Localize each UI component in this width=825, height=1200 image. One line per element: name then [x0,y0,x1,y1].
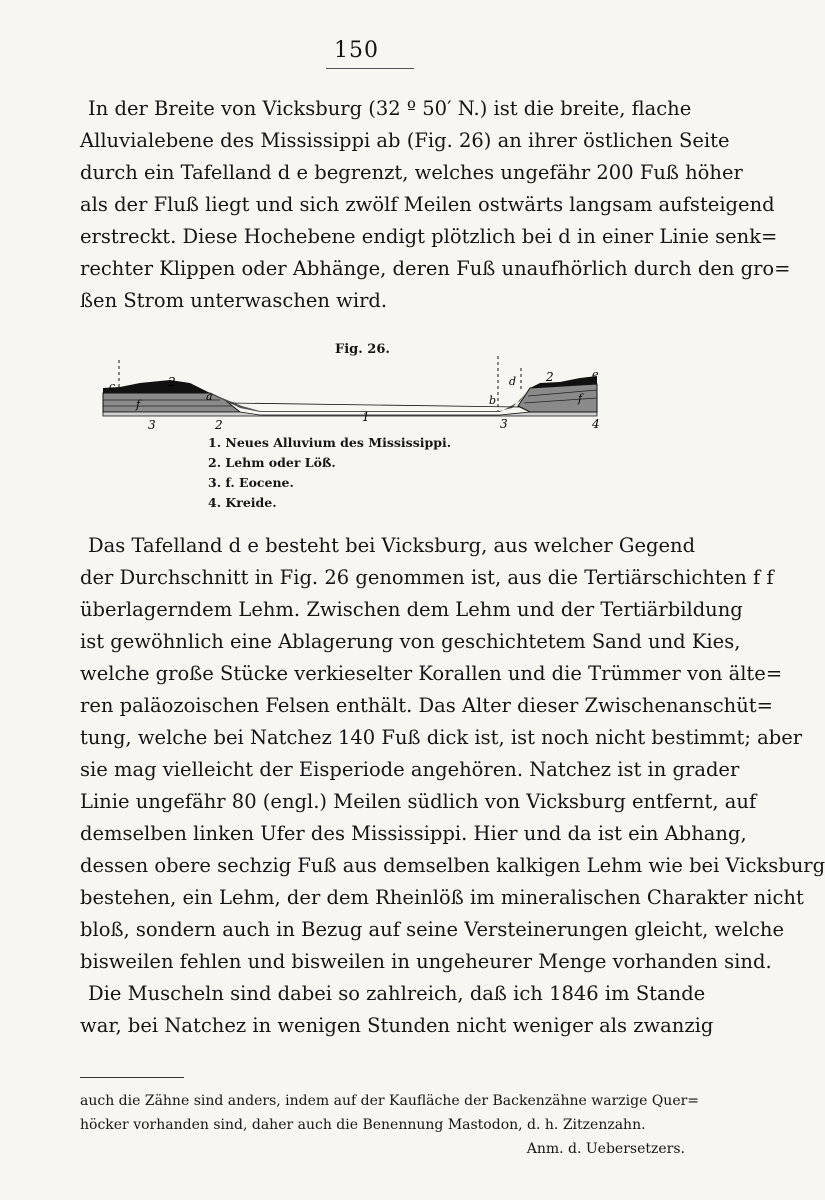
label-4: 4 [592,417,600,431]
text-line: bestehen, ein Lehm, der dem Rheinlöß im mineralischen Charakter nicht [80,886,804,909]
text-line: Linie ungefähr 80 (engl.) Meilen südlich von Vicksburg entfernt, auf [80,790,757,813]
legend-item: 4. Kreide. [208,495,277,510]
text-line: Die Muscheln sind dabei so zahlreich, daß ich 1846 im Stande [88,982,706,1005]
text-line: durch ein Tafelland d e begrenzt, welches ungefähr 200 Fuß höher [80,161,743,184]
label-e: e [592,368,599,381]
label-3-right: 3 [500,417,508,431]
text-line: rechter Klippen oder Abhänge, deren Fuß unaufhörlich durch den gro= [80,257,791,280]
text-line: Das Tafelland d e besteht bei Vicksburg, aus welcher Gegend [88,534,696,557]
text-line: tung, welche bei Natchez 140 Fuß dick ist, ist noch nicht bestimmt; aber [80,726,803,749]
label-2-top-left: 2 [168,375,176,389]
cross-section-diagram [100,356,600,436]
text-line: sie mag vielleicht der Eisperiode angehören. Natchez ist in grader [80,758,740,781]
label-c: c [109,380,116,393]
legend-item: 1. Neues Alluvium des Mississippi. [208,435,452,450]
footnote [80,1089,700,1161]
left-tertiary-stratum [103,393,240,412]
footnote-line: höcker vorhanden sind, daher auch die Benennung Mastodon, d. h. Zitzenzahn. [80,1117,646,1133]
footnote-rule [80,1077,184,1078]
figure-title: Fig. 26. [335,342,390,357]
right-tertiary-stratum [518,384,597,412]
text-line: ist gewöhnlich eine Ablagerung von geschichtetem Sand und Kies, [80,630,741,653]
figure-legend [208,433,451,513]
page-number-rule [326,68,414,69]
label-d: d [509,375,517,388]
text-line: bisweilen fehlen und bisweilen in ungeheurer Menge vorhanden sind. [80,950,772,973]
text-line: als der Fluß liegt und sich zwölf Meilen ostwärts langsam aufsteigend [80,193,775,216]
text-line: bloß, sondern auch in Bezug auf seine Versteinerungen gleicht, welche [80,918,784,941]
text-line: demselben linken Ufer des Mississippi. Hier und da ist ein Abhang, [80,822,747,845]
text-line: erstreckt. Diese Hochebene endigt plötzlich bei d in einer Linie senk= [80,225,778,248]
legend-item: 2. Lehm oder Löß. [208,455,336,470]
legend-item: 3. f. Eocene. [208,475,294,490]
footnote-line: auch die Zähne sind anders, indem auf der Kaufläche der Backenzähne warzige Quer= [80,1093,700,1109]
label-b: b [489,394,497,407]
label-2-bottom: 2 [215,418,223,432]
label-a: a [206,390,213,403]
label-3-left: 3 [148,418,156,432]
paragraph-1 [80,93,791,317]
text-line: ren paläozoischen Felsen enthält. Das Alter dieser Zwischenanschüt= [80,694,773,717]
text-line: Alluvialebene des Mississippi ab (Fig. 26) an ihrer östlichen Seite [80,129,730,152]
label-1: 1 [362,410,370,424]
text-line: überlagerndem Lehm. Zwischen dem Lehm und der Tertiärbildung [80,598,743,621]
label-f-right: f [578,392,583,405]
label-f-left: f [136,398,141,411]
text-line: der Durchschnitt in Fig. 26 genommen ist, aus die Tertiärschichten f f [80,566,774,589]
text-line: In der Breite von Vicksburg (32 º 50′ N.) ist die breite, flache [88,97,692,120]
base-stratum [103,412,597,416]
paragraph-2 [80,530,825,1042]
text-line: welche große Stücke verkieselter Korallen und die Trümmer von älte= [80,662,783,685]
text-line: dessen obere sechzig Fuß aus demselben kalkigen Lehm wie bei Vicksburg [80,854,825,877]
label-2-top-right: 2 [546,370,554,384]
page-number: 150 [334,38,379,63]
text-line: war, bei Natchez in wenigen Stunden nicht weniger als zwanzig [80,1014,714,1037]
text-line: ßen Strom unterwaschen wird. [80,289,388,312]
figure-26 [100,338,600,518]
footnote-attribution: Anm. d. Uebersetzers. [526,1141,685,1157]
